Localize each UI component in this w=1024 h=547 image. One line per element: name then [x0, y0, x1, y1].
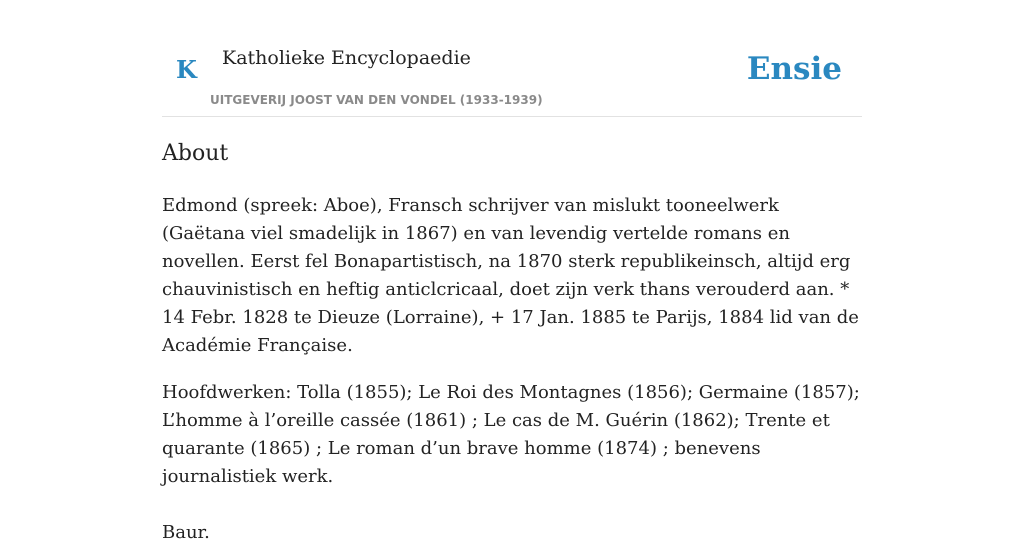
brand-logo[interactable]: Ensie [746, 51, 842, 87]
publisher-subtitle: UITGEVERIJ JOOST VAN DEN VONDEL (1933-1939) [210, 93, 543, 107]
article-author: Baur. [162, 522, 210, 543]
site-header [162, 30, 862, 117]
article-paragraph-works: Hoofdwerken: Tolla (1855); Le Roi des Montagnes (1856); Germaine (1857); L’homme à l’oreille cassée (1861) ; Le cas de M. Guérin (1862); Trente et quarante (1865) ; Le roman d’un brave homme (1874) ; benevens journalistiek werk. [162, 382, 860, 487]
article-paragraph-biography: Edmond (spreek: Aboe), Fransch schrijver van mislukt tooneelwerk (Gaëtana viel smadelijk in 1867) en van levendig vertelde romans en novellen. Eerst fel Bonapartistisch, na 1870 sterk republikeinsch, altijd erg chauvinistisch en heftig anticlcricaal, doet zijn verk thans verouderd aan. * 14 Febr. 1828 te Dieuze (Lorraine), + 17 Jan. 1885 te Parijs, 1884 lid van de Académie Française. [162, 195, 859, 356]
article-heading: About [162, 141, 229, 166]
publication-logo[interactable]: K [176, 55, 197, 84]
publication-title[interactable]: Katholieke Encyclopaedie [222, 47, 471, 69]
article-content [162, 136, 862, 547]
